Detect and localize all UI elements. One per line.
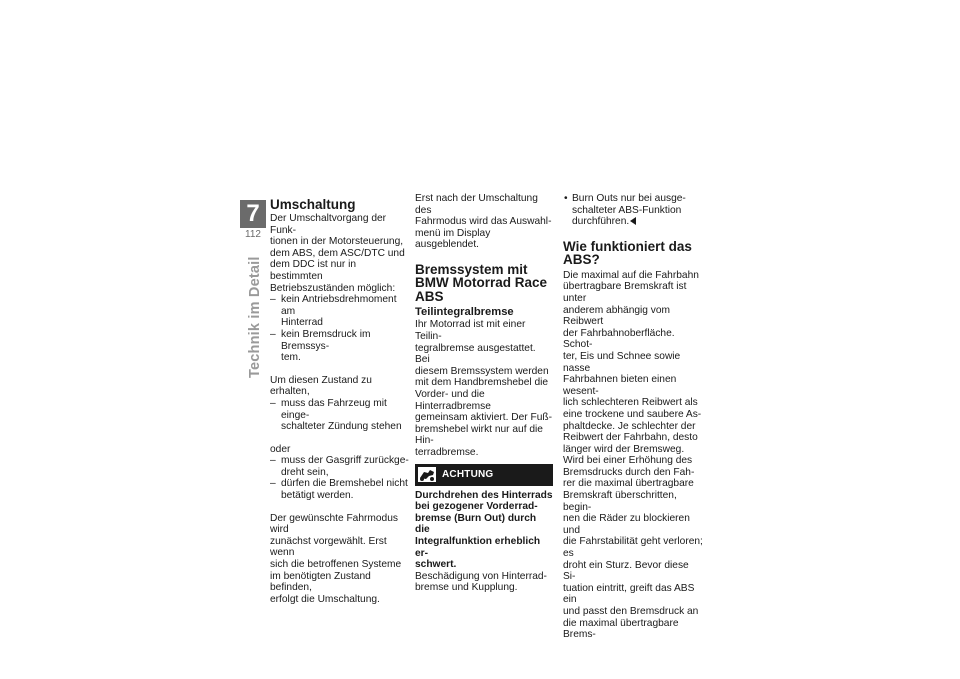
column-1 [270, 198, 410, 605]
paragraph: Der gewünschte Fahrmodus wird zunächst vorgewählt. Erst wenn sich die betroffenen Systeme im benötigten Zustand befinden, erfolgt die Umschaltung. [270, 512, 402, 605]
heading-bremssystem: Bremssystem mit BMW Motorrad Race ABS [415, 261, 548, 304]
list-item: • Burn Outs nur bei ausge- schalteter ABS-Funktion durchführen. [563, 193, 703, 228]
paragraph: Um diesen Zustand zu erhalten, [270, 374, 372, 398]
chapter-number: 7 [246, 200, 260, 227]
column-2 [415, 193, 553, 594]
paragraph: Erst nach der Umschaltung des Fahrmodus wird das Auswahl- menü im Display ausgeblendet. [415, 193, 552, 251]
list-item: – dürfen die Bremshebel nicht betätigt werden. [270, 478, 410, 501]
list-item: – kein Antriebsdrehmoment am Hinterrad [270, 294, 410, 329]
column-3 [563, 193, 703, 641]
bullet-list [563, 193, 703, 228]
warning-banner [415, 464, 553, 486]
oder-text: oder [270, 443, 291, 455]
warning-text-bold: Durchdrehen des Hinterrads bei gezogener Vorderrad- bremse (Burn Out) durch die Integralfunktion erheblich er- schwert. [415, 489, 553, 571]
end-marker-icon [630, 217, 636, 225]
chapter-title-vertical: Technik im Detail [247, 256, 263, 378]
paragraph: Ihr Motorrad ist mit einer Teilin- tegralbremse ausgestattet. Bei diesem Bremssystem werden mit dem Handbremshebel die Vorder- und die Hinterradbremse gemeinsam aktiviert. Der Fuß- bremshebel wirkt nur auf die Hin- terradbremse. [415, 319, 552, 458]
heading-umschaltung: Umschaltung [270, 197, 356, 212]
chapter-tab [240, 200, 266, 228]
list-item: – muss der Gasgriff zurückge- dreht sein, [270, 455, 410, 478]
warning-text: Beschädigung von Hinterrad- bremse und Kupplung. [415, 570, 547, 594]
heading-abs: Wie funktioniert das ABS? [563, 238, 692, 268]
page-number: 112 [245, 229, 261, 240]
list-item: – kein Bremsdruck im Bremssys- tem. [270, 329, 410, 364]
dash-list [270, 455, 410, 501]
paragraph: Der Umschaltvorgang der Funk- tionen in der Motorsteuerung, dem ABS, dem ASC/DTC und dem DDC ist nur in bestimmten Betriebszuständen möglich: [270, 213, 405, 294]
subheading-teilintegralbremse: Teilintegralbremse [415, 306, 514, 319]
list-item: – muss das Fahrzeug mit einge- schalteter Zündung stehen [270, 398, 410, 433]
paragraph: Die maximal auf die Fahrbahn übertragbare Bremskraft ist unter anderem abhängig vom Reibwert der Fahrbahnoberfläche. Schot- ter, Eis und Schnee sowie nasse Fahrbahnen bieten einen wesent- lich schlechteren Reibwert als eine trockene und saubere As- phaltdecke. Je schlechter der Reibwert der Fahrbahn, desto länger wird der Bremsweg. Wird bei einer Erhöhung des Bremsdrucks durch den Fah- rer die maximal übertragbare Bremskraft überschritten, begin- nen die Räder zu blockieren und die Fahrstabilität geht verloren; es droht ein Sturz. Bevor diese Si- tuation eintritt, greift das ABS ein und passt den Bremsdruck an die maximal übertragbare Brems- [563, 269, 703, 641]
warning-motorcycle-icon [418, 467, 436, 482]
dash-list [270, 294, 410, 364]
dash-list [270, 398, 410, 433]
warning-label: ACHTUNG [442, 468, 494, 480]
